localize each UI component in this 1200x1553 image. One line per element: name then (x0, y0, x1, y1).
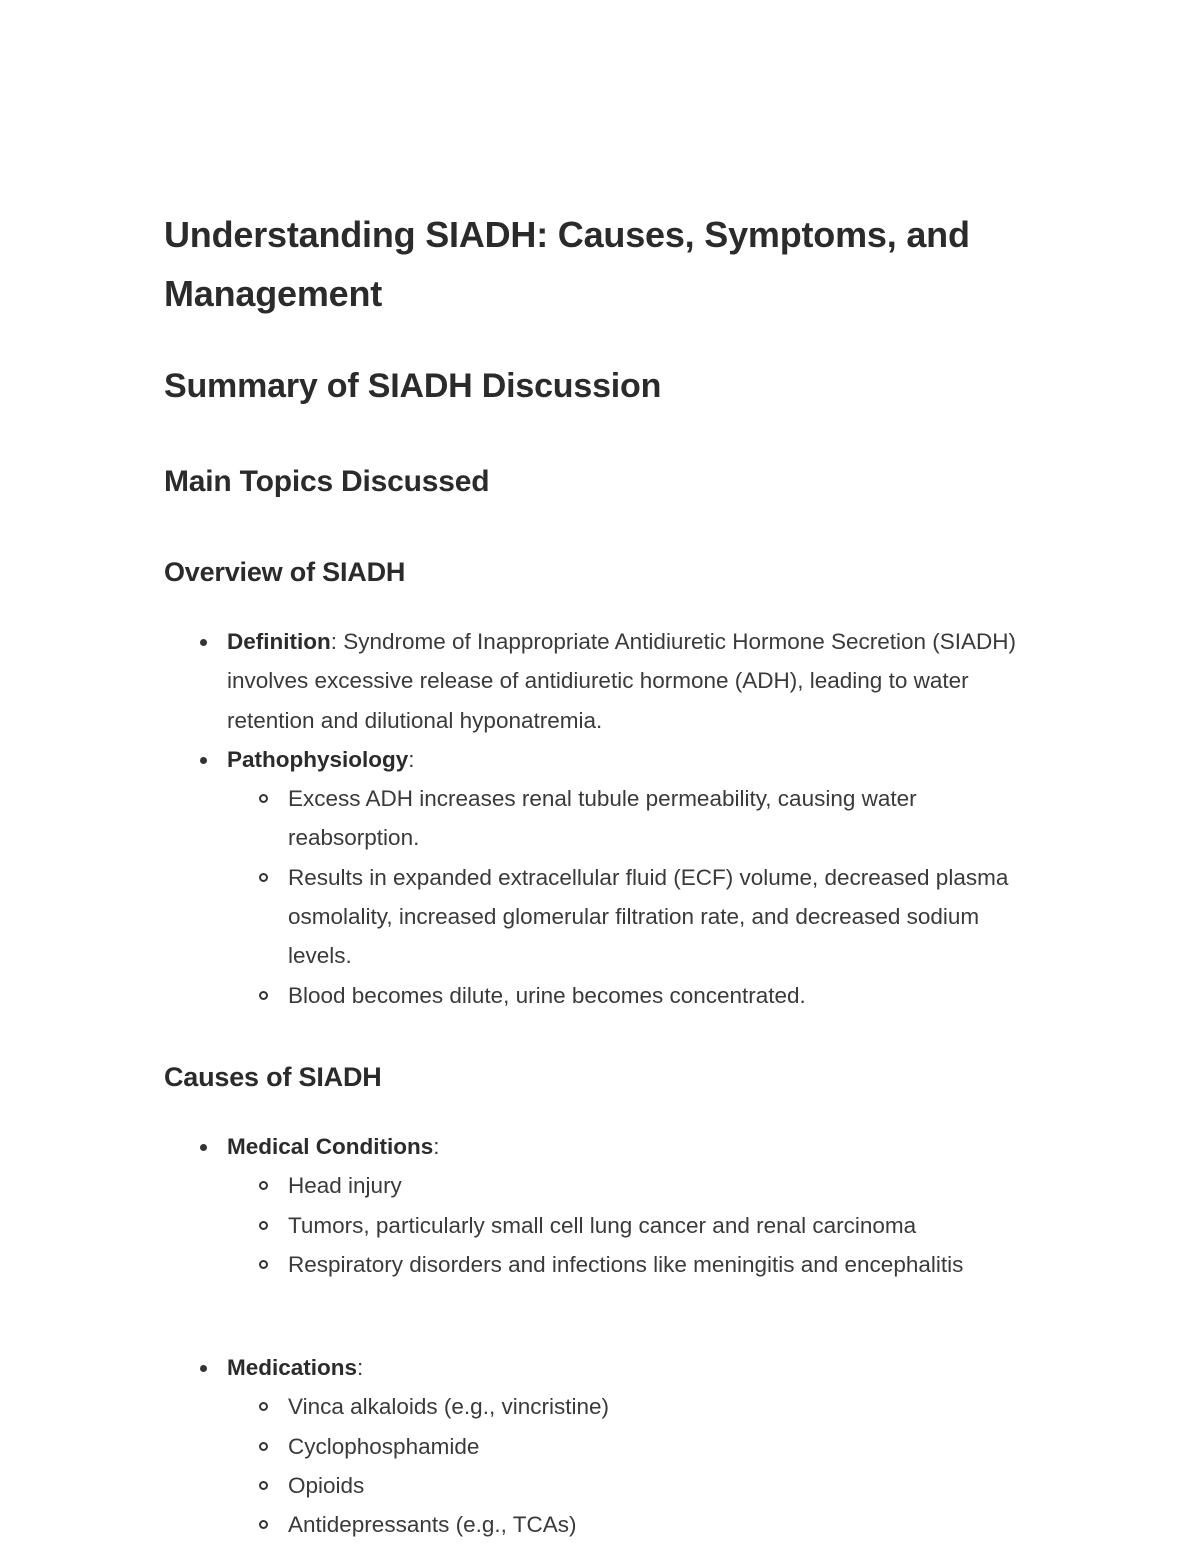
list-item: Head injury (225, 1166, 1044, 1205)
list-item: Opioids (225, 1466, 1044, 1505)
medical-conditions-item (164, 1127, 1044, 1284)
medical-conditions-list (164, 1127, 1044, 1284)
pathophysiology-item (164, 740, 1044, 1015)
definition-item (164, 622, 1044, 740)
list-item: Results in expanded extracellular fluid (ECF) volume, decreased plasma osmolality, increased glomerular filtration rate, and decreased sodium levels. (225, 858, 1044, 976)
list-item: Respiratory disorders and infections like meningitis and encephalitis (225, 1245, 1044, 1284)
list-item: Cyclophosphamide (225, 1427, 1044, 1466)
medical-conditions-suffix: : (433, 1134, 440, 1159)
list-item: Antidepressants (e.g., TCAs) (225, 1505, 1044, 1544)
list-item: Vinca alkaloids (e.g., vincristine) (225, 1387, 1044, 1426)
medications-list (164, 1348, 1044, 1544)
main-topics-heading: Main Topics Discussed (164, 465, 490, 498)
list-item: Excess ADH increases renal tubule permeability, causing water reabsorption. (225, 779, 1044, 858)
document-title: Understanding SIADH: Causes, Symptoms, and Management (164, 214, 970, 314)
medications-sublist (225, 1387, 1044, 1544)
list-item: Blood becomes dilute, urine becomes concentrated. (225, 976, 1044, 1015)
overview-heading: Overview of SIADH (164, 557, 406, 587)
medical-conditions-term: Medical Conditions (227, 1134, 434, 1159)
pathophysiology-term: Pathophysiology (227, 746, 409, 772)
summary-heading: Summary of SIADH Discussion (164, 367, 662, 405)
causes-heading: Causes of SIADH (164, 1062, 382, 1092)
medications-item (164, 1348, 1044, 1544)
definition-term: Definition (227, 629, 331, 654)
medical-conditions-sublist (225, 1166, 1044, 1284)
medications-suffix: : (357, 1355, 364, 1380)
pathophysiology-sublist (225, 779, 1044, 1015)
definition-text: : Syndrome of Inappropriate Antidiuretic Hormone Secretion (SIADH) involves excessive release of antidiuretic hormone (ADH), leading to water retention and dilutional hyponatremia. (227, 629, 1017, 733)
medications-term: Medications (227, 1355, 358, 1380)
pathophysiology-suffix: : (408, 746, 415, 772)
overview-list (164, 622, 1044, 1015)
list-item: Tumors, particularly small cell lung cancer and renal carcinoma (225, 1206, 1044, 1245)
